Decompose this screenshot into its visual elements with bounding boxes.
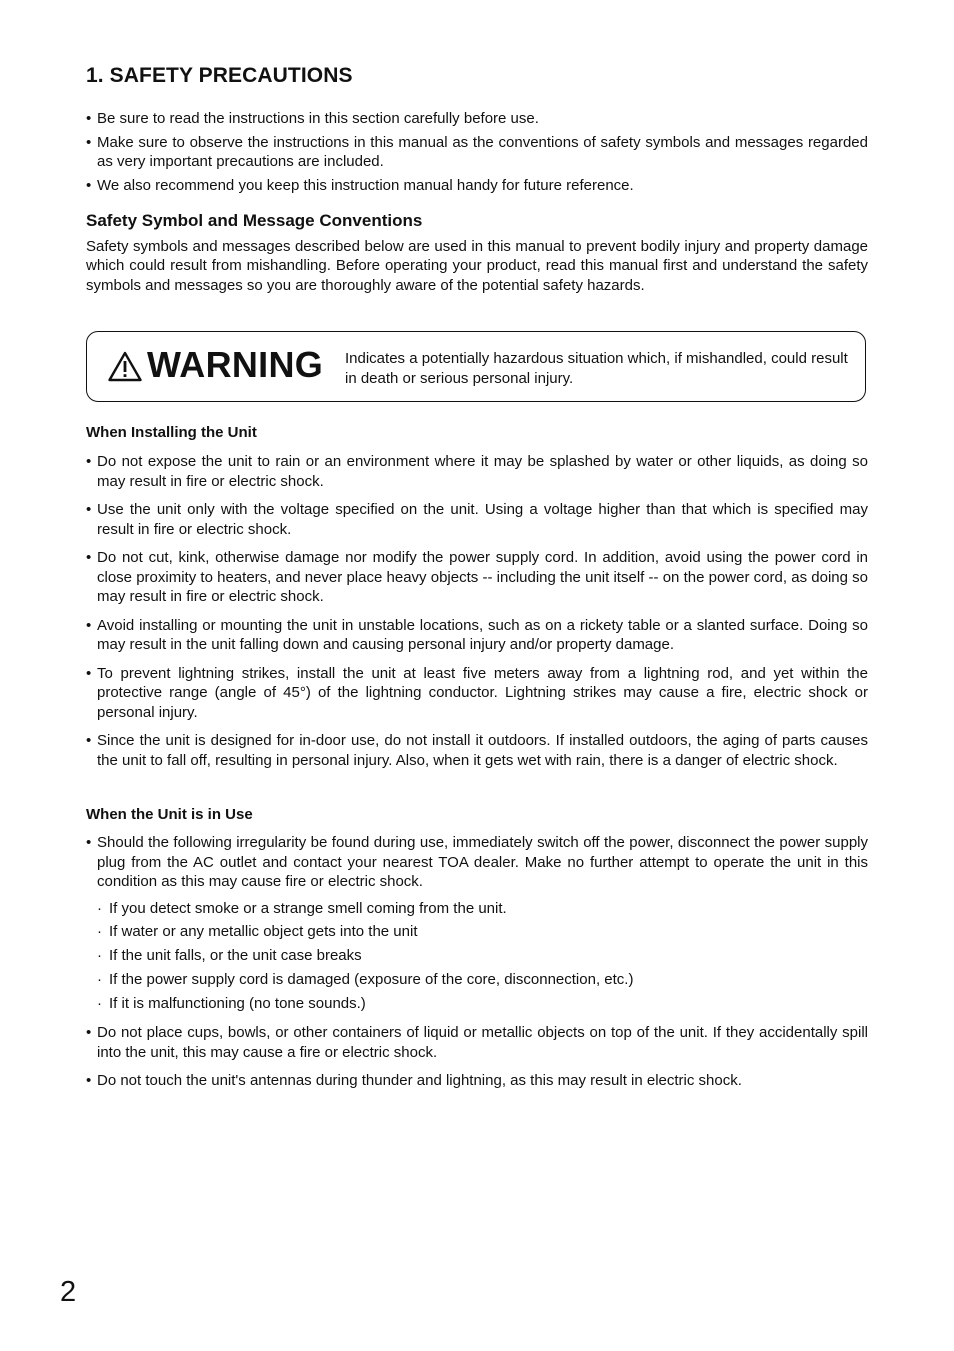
list-item: • Do not place cups, bowls, or other containers of liquid or metallic objects on top of the unit. If they accidentally spill into the unit, this may cause a fire or electric shock. [86, 1023, 868, 1062]
list-item: • Do not expose the unit to rain or an environment where it may be splashed by water or other liquids, as doing so may result in fire or electric shock. [86, 452, 868, 491]
list-item: • Avoid installing or mounting the unit in unstable locations, such as on a rickety table or a slanted surface. Doing so may result in the unit falling down and causing personal injury and/or property damage. [86, 616, 868, 655]
list-item: • Do not cut, kink, otherwise damage nor modify the power supply cord. In addition, avoid using the power cord in close proximity to heaters, and never place heavy objects -- including the unit itself -- on the power cord, as doing so may result in fire or electric shock. [86, 548, 868, 607]
conditions-list [86, 899, 868, 1014]
list-item: • Use the unit only with the voltage specified on the unit. Using a voltage higher than that which is specified may result in fire or electric shock. [86, 500, 868, 539]
conventions-heading: Safety Symbol and Message Conventions [86, 211, 423, 230]
warning-triangle-icon [108, 351, 142, 382]
list-item: • Be sure to read the instructions in this section carefully before use. [86, 109, 868, 129]
condition-item: · If the power supply cord is damaged (exposure of the core, disconnection, etc.) [86, 970, 868, 990]
in-use-heading: When the Unit is in Use [86, 806, 253, 823]
installing-list [86, 452, 868, 779]
conditions-container [86, 899, 868, 1014]
condition-item: · If water or any metallic object gets into the unit [86, 922, 868, 942]
condition-item: · If it is malfunctioning (no tone sounds.) [86, 994, 868, 1014]
list-item: • Should the following irregularity be found during use, immediately switch off the power, disconnect the power supply plug from the AC outlet and contact your nearest TOA dealer. Make no further attempt to operate the unit in this condition as this may cause fire or electric shock. [86, 833, 868, 892]
warning-label: WARNING [147, 344, 324, 385]
intro-list [86, 109, 868, 199]
conventions-paragraph: Safety symbols and messages described below are used in this manual to prevent bodily injury and property damage which could result from mishandling. Before operating your product, read this manual first and understand the safety symbols and messages so you are thoroughly aware of the potential safety hazards. [86, 238, 868, 294]
warning-box [86, 331, 866, 402]
list-item: • To prevent lightning strikes, install the unit at least five meters away from a lightning rod, and yet within the protective range (angle of 45°) of the lightning conductor. Lightning strikes may cause a fire, electric shock or personal injury. [86, 664, 868, 723]
list-item: • Since the unit is designed for in-door use, do not install it outdoors. If installed outdoors, the aging of parts causes the unit to fall off, resulting in personal injury. Also, when it gets wet with rain, there is a danger of electric shock. [86, 731, 868, 770]
page-number: 2 [60, 1276, 77, 1308]
list-item: • Make sure to observe the instructions in this manual as the conventions of safety symbols and messages regarded as very important precautions are included. [86, 133, 868, 172]
page-title: 1. SAFETY PRECAUTIONS [86, 64, 353, 87]
list-item: • Do not touch the unit's antennas during thunder and lightning, as this may result in electric shock. [86, 1071, 868, 1091]
installing-heading: When Installing the Unit [86, 424, 257, 441]
condition-item: · If the unit falls, or the unit case breaks [86, 946, 868, 966]
in-use-list [86, 833, 868, 1100]
warning-description: Indicates a potentially hazardous situation which, if mishandled, could result in death or serious personal injury. [345, 350, 848, 387]
condition-item: · If you detect smoke or a strange smell coming from the unit. [86, 899, 868, 919]
list-item: • We also recommend you keep this instruction manual handy for future reference. [86, 176, 868, 196]
